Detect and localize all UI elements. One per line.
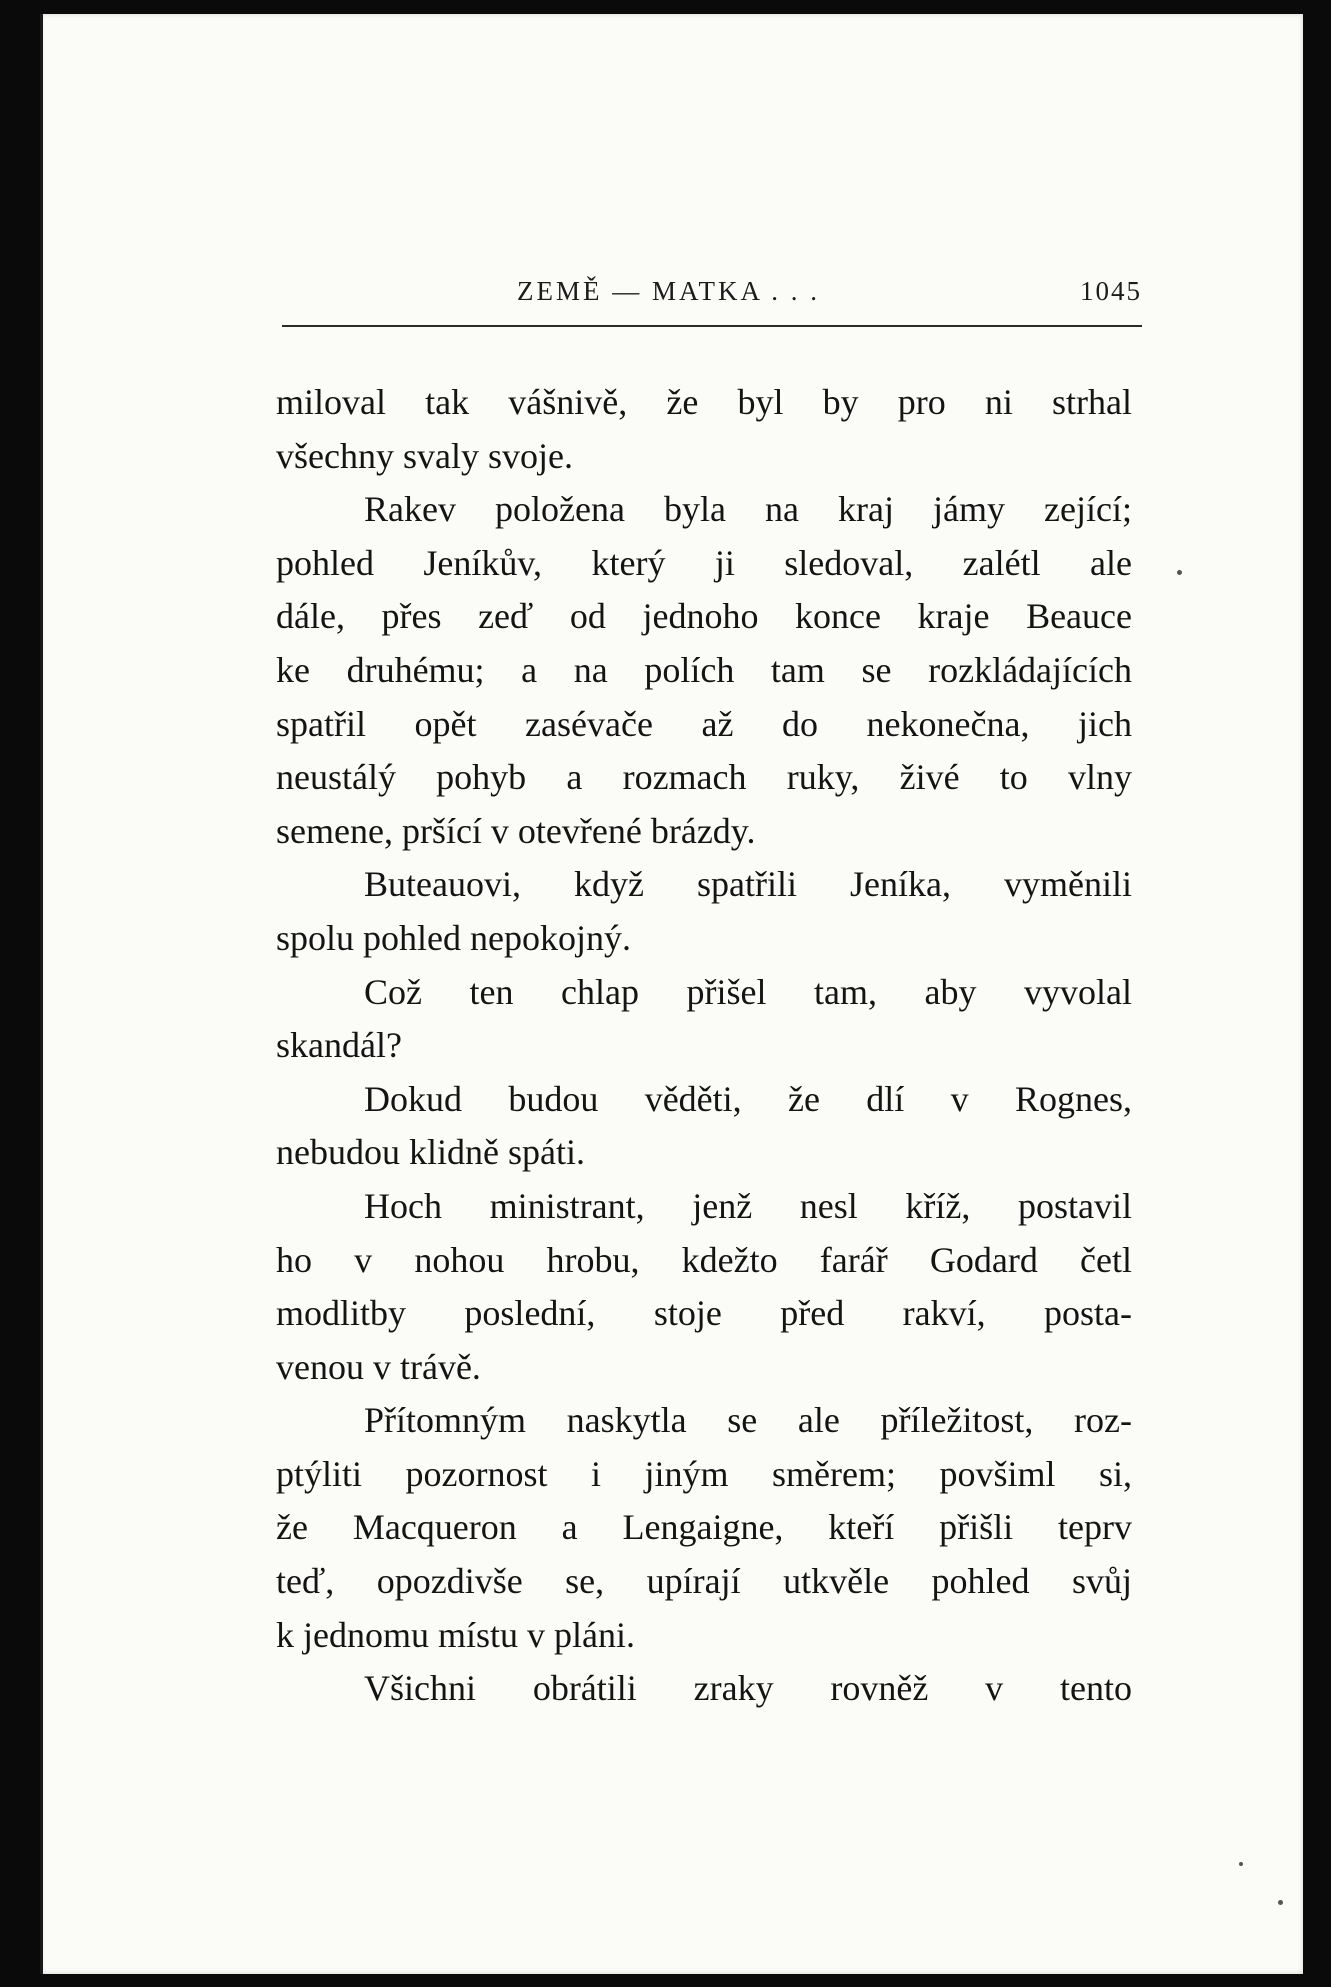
text-line: k jednomu místu v pláni. [276, 1614, 635, 1655]
text-line: Dokud budou věděti, že dlí v Rognes, [364, 1078, 1132, 1119]
text-line: Rakev položena byla na kraj jámy zející; [364, 489, 1132, 530]
body-text [276, 376, 1132, 1716]
scan-speck [1239, 1862, 1243, 1866]
text-line: že Macqueron a Lengaigne, kteří přišli teprv [276, 1507, 1132, 1548]
text-line: modlitby poslední, stoje před rakví, posta- [276, 1293, 1132, 1334]
book-page [40, 14, 1303, 1974]
text-line: dále, přes zeď od jednoho konce kraje Beauce [276, 596, 1132, 637]
text-line: semene, pršící v otevřené brázdy. [276, 810, 756, 851]
scan-speck [1278, 1900, 1283, 1905]
scan-speck [1177, 570, 1182, 575]
text-line: skandál? [276, 1025, 402, 1066]
running-title: ZEMĚ — MATKA . . . [517, 276, 820, 306]
text-line: ptýliti pozornost i jiným směrem; povšiml si, [276, 1453, 1132, 1494]
running-head [282, 276, 1142, 316]
text-line: Buteauovi, když spatřili Jeníka, vyměnili [364, 864, 1132, 905]
text-line: Všichni obrátili zraky rovněž v tento [364, 1668, 1132, 1709]
text-line: Přítomným naskytla se ale příležitost, roz- [364, 1400, 1132, 1441]
text-line: Což ten chlap přišel tam, aby vyvolal [364, 971, 1132, 1012]
text-line: nebudou klidně spáti. [276, 1132, 585, 1173]
text-line: spatřil opět zasévače až do nekonečna, jich [276, 703, 1132, 744]
text-line: Hoch ministrant, jenž nesl kříž, postavil [364, 1185, 1132, 1226]
text-line: ho v nohou hrobu, kdežto farář Godard četl [276, 1239, 1132, 1280]
header-rule [282, 325, 1142, 327]
text-line: pohled Jeníkův, který ji sledoval, zalétl ale [276, 542, 1132, 583]
text-line: ke druhému; a na polích tam se rozkládajících [276, 649, 1132, 690]
page-gutter-edge [40, 14, 43, 1974]
text-line: všechny svaly svoje. [276, 435, 573, 476]
text-line: spolu pohled nepokojný. [276, 917, 631, 958]
text-line: teď, opozdivše se, upírají utkvěle pohled svůj [276, 1561, 1132, 1602]
text-line: neustálý pohyb a rozmach ruky, živé to vlny [276, 757, 1132, 798]
text-line: venou v trávě. [276, 1346, 481, 1387]
text-line: miloval tak vášnivě, že byl by pro ni strhal [276, 382, 1132, 422]
page-number: 1045 [1080, 276, 1142, 306]
